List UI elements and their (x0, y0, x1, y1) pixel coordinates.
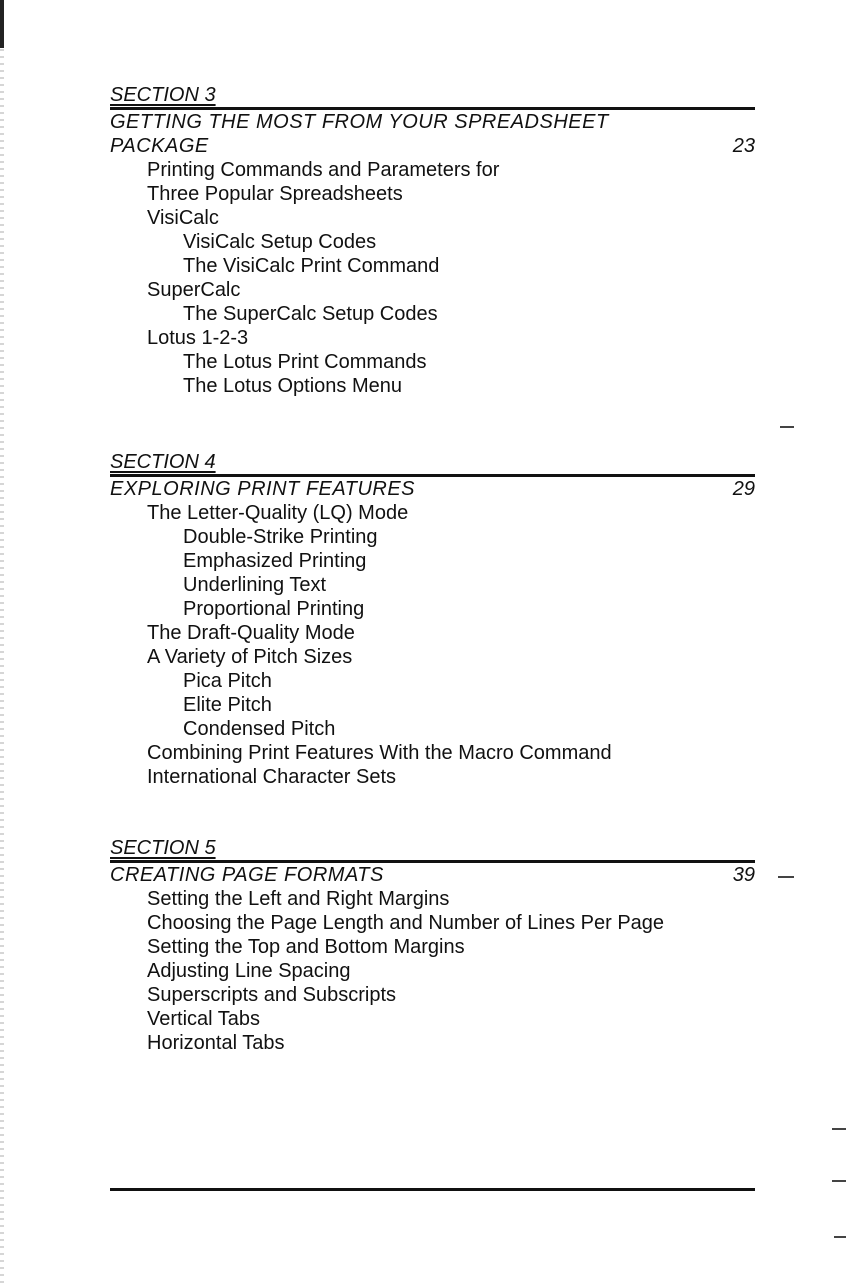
section-heading (110, 477, 755, 501)
toc-subitem: VisiCalc Setup Codes (183, 231, 377, 253)
page-number: 29 (732, 478, 755, 500)
toc-item: Superscripts and Subscripts (147, 984, 397, 1006)
toc-item: Three Popular Spreadsheets (147, 183, 403, 205)
section-heading (110, 863, 755, 887)
toc-item: Choosing the Page Length and Number of Lines Per Page (147, 912, 665, 934)
toc-item: Horizontal Tabs (147, 1032, 285, 1054)
page-number: 39 (732, 864, 755, 886)
toc-item: Combining Print Features With the Macro Command (147, 742, 612, 764)
toc-list (110, 501, 755, 789)
toc-item: International Character Sets (147, 766, 397, 788)
section-heading-line: CREATING PAGE FORMATS (110, 864, 384, 886)
toc-subitem: The Lotus Options Menu (183, 375, 403, 397)
scan-edge (0, 0, 4, 1286)
toc-item: Printing Commands and Parameters for (147, 159, 500, 181)
toc-item: VisiCalc (147, 207, 219, 229)
section-heading-line: GETTING THE MOST FROM YOUR SPREADSHEET (110, 111, 609, 133)
section-label: SECTION 5 (110, 837, 216, 859)
section-4 (110, 450, 755, 789)
section-label: SECTION 3 (110, 84, 216, 106)
toc-item: Setting the Left and Right Margins (147, 888, 450, 910)
toc-subitem: Pica Pitch (183, 670, 272, 692)
scan-mark (780, 426, 794, 428)
section-heading (110, 110, 755, 158)
toc-subitem: Proportional Printing (183, 598, 365, 620)
toc-list (110, 158, 755, 398)
scan-mark (834, 1236, 846, 1238)
toc-subitem: The SuperCalc Setup Codes (183, 303, 438, 325)
toc-subitem: Elite Pitch (183, 694, 272, 716)
section-5 (110, 836, 755, 1055)
scan-mark (0, 0, 4, 48)
toc-item: Vertical Tabs (147, 1008, 261, 1030)
toc-subitem: The Lotus Print Commands (183, 351, 427, 373)
toc-subitem: Condensed Pitch (183, 718, 336, 740)
toc-item: Adjusting Line Spacing (147, 960, 351, 982)
toc-item: A Variety of Pitch Sizes (147, 646, 353, 668)
section-label: SECTION 4 (110, 451, 216, 473)
scan-mark (832, 1180, 846, 1182)
toc-item: Lotus 1-2-3 (147, 327, 249, 349)
section-3 (110, 83, 755, 398)
toc-subitem: Emphasized Printing (183, 550, 367, 572)
toc-item: The Draft-Quality Mode (147, 622, 355, 644)
toc-item: The Letter-Quality (LQ) Mode (147, 502, 409, 524)
section-heading-line: EXPLORING PRINT FEATURES (110, 478, 416, 500)
scan-mark (778, 876, 794, 878)
toc-item: SuperCalc (147, 279, 241, 301)
toc-list (110, 887, 755, 1055)
toc-subitem: Double-Strike Printing (183, 526, 378, 548)
toc-subitem: The VisiCalc Print Command (183, 255, 440, 277)
toc-subitem: Underlining Text (183, 574, 327, 596)
scan-mark (832, 1128, 846, 1130)
page-number: 23 (732, 135, 755, 157)
toc-item: Setting the Top and Bottom Margins (147, 936, 465, 958)
section-heading-line: PACKAGE (110, 135, 209, 157)
footer-rule (110, 1188, 755, 1191)
